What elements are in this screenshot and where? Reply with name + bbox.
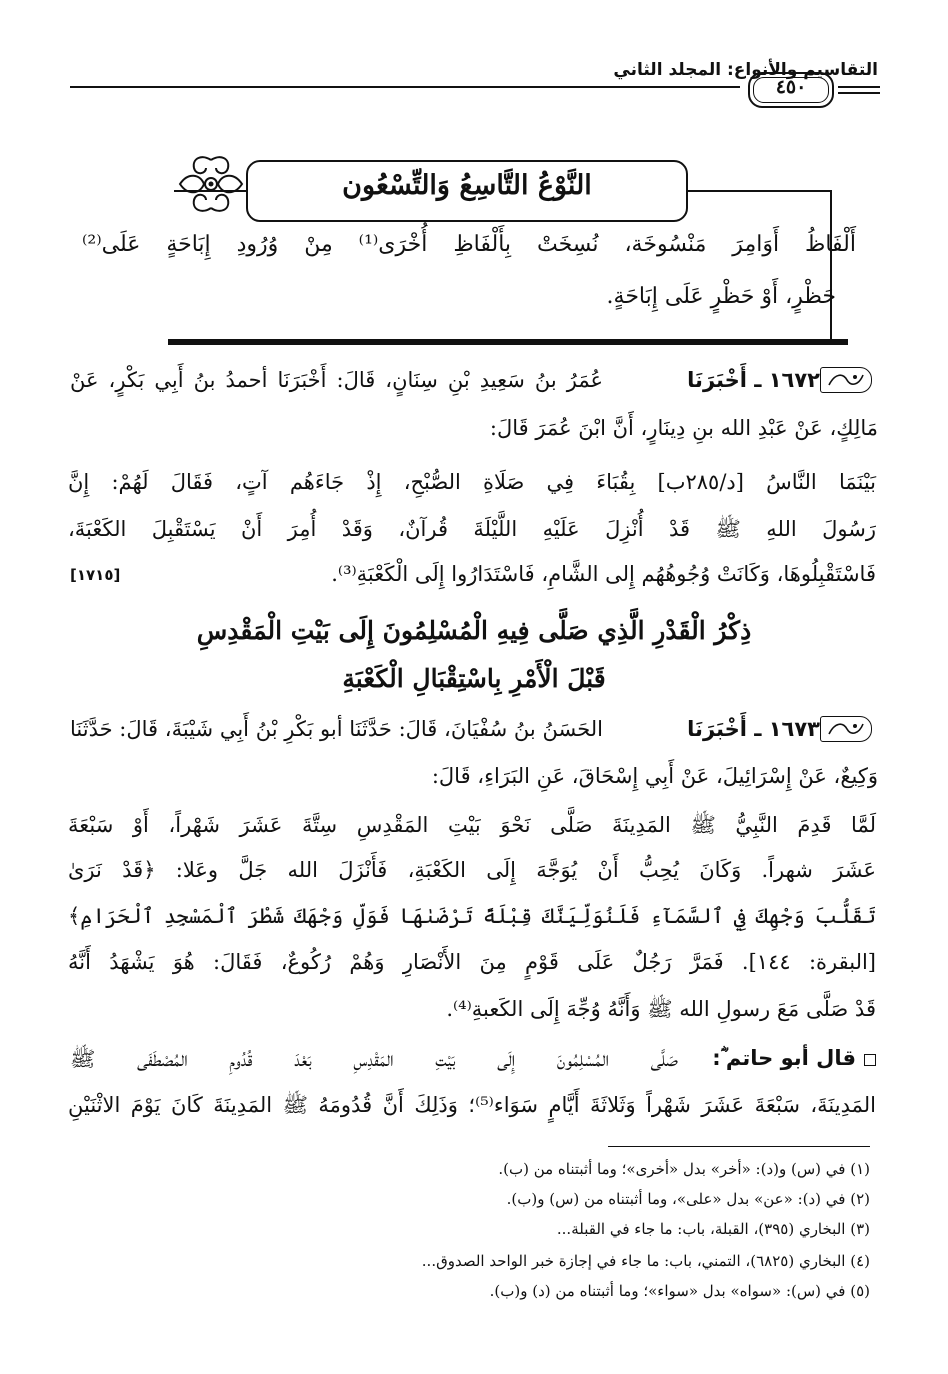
hadith-matn-line: قَدْ صَلَّى مَعَ رسولِ الله ﷺ وَأَنَّهُ وُجِّهَ إِلَى الكَعبةِ⁽⁴⁾. [446, 997, 876, 1021]
hadith-isnad-line: عُمَرُ بنُ سَعِيدِ بْنِ سِنَانٍ، قَالَ: أَخْبَرَنَا أحمدُ بنُ أَبِي بَكْرٍ، عَنْ [70, 368, 603, 392]
hadith-matn-line: لَمَّا قَدِمَ النَّبِيُّ ﷺ المَدِينَةَ صَلَّى نَحْوَ بَيْتِ المَقْدِسِ سِتَّةَ عَشَرَ شَهْراً، أَوْ سَبْعَةَ [68, 813, 876, 837]
hadith-marker-icon [820, 716, 872, 742]
hadith-matn-line: فَاسْتَقْبِلُوهَا، وَكَانَتْ وُجُوهُهُم إِلى الشَّامِ، فَاسْتَدَارُوا إِلَى الْكَعْبَةِ⁽³⁾. [331, 562, 876, 586]
commentary-line: صَلَّى المُسْلِمُونَ إِلَى بَيْتِ المَقْدِسِ بَعْدَ قُدُومِ المُصْطَفَى ﷺ [70, 1047, 678, 1071]
heavy-divider-rule [168, 339, 848, 345]
hadith-matn-line: بَيْنَمَا النَّاسُ [د/٢٨٥ب] بِقُبَاءَ فِي صَلَاةِ الصُّبْحِ، إِذْ جَاءَهُم آتٍ، فَقَالَ لَهُمْ: إِنَّ [68, 470, 876, 494]
chapter-title: النَّوْعُ التَّاسِعُ وَالتِّسْعُون [342, 170, 592, 201]
section-heading: ذِكْرُ الْقَدْرِ الَّذِي صَلَّى فِيهِ الْمُسْلِمُونَ إِلَى بَيْتِ الْمَقْدِسِ [196, 616, 752, 645]
hadith-matn-line: رَسُولَ اللهِ ﷺ قَدْ أُنْزِلَ عَلَيْهِ اللَّيْلَةَ قُرآنٌ، وَقَدْ أُمِرَ أَنْ يَسْتَقْبِلَ الكَعْبَةَ، [68, 517, 876, 541]
hadith-number: ١٦٧٣ ـ أَخْبَرَنَا [687, 717, 820, 741]
chapter-intro-line: أَلْفَاظُ أَوَامِرَ مَنْسُوخَة، نُسِخَتْ بِأَلْفَاظِ أُخْرَى⁽¹⁾ مِنْ وُرُودِ إِبَاحَةٍ عَلَى⁽²⁾ [82, 232, 857, 257]
commentary-lead: قال أبو حاتم ؓ: [712, 1046, 856, 1070]
hadith-matn-line: [البقرة: ١٤٤]. فَمَرَّ رَجُلٌ عَلَى قَوْمٍ مِنَ الأَنْصَارِ وَهُمْ رُكُوعٌ، فَقَالَ: هُوَ يَشْهَدُ أَنَّهُ [68, 950, 876, 974]
hadith-number: ١٦٧٢ ـ أَخْبَرَنَا [687, 368, 820, 392]
hadith-isnad-line: الحَسَنُ بنُ سُفْيَانَ، قَالَ: حَدَّثَنَا أبو بَكْرِ بْنُ أَبِي شَيْبَةَ، قَالَ: حَدَّثَنَا [70, 717, 603, 741]
footnote: (٤) البخاري (٦٨٢٥)، التمني، باب: ما جاء في إجازة خبر الواحد الصدوق... [421, 1252, 870, 1270]
cross-reference: [١٧١٥] [70, 566, 121, 584]
page-number: ٤٥٠ [775, 76, 807, 98]
hadith-isnad-line: مَالِكٍ، عَنْ عَبْدِ الله بنِ دِينَارٍ، أَنَّ ابْنَ عُمَرَ قَالَ: [489, 416, 878, 440]
commentary-line: المَدِينَةَ، سَبْعَةَ عَشَرَ شَهْراً وَثَلاثَةَ أَيَّامٍ سَوَاء⁽⁵⁾؛ وَذَلِكَ أَنَّ قُدُومَهُ ﷺ المَدِينَةَ كَانَ يَوْمَ الاثْنَيْنِ [68, 1093, 877, 1117]
floral-ornament-icon [172, 152, 250, 216]
footnote: (١) في (س) و(د): «أخر» بدل «أخرى»؛ وما أثبتناه من (ب). [498, 1160, 870, 1178]
chapter-frame-top-line [688, 190, 830, 192]
header-rule-right-double [838, 92, 880, 94]
hadith-matn-line: عَشَرَ شهراً. وَكَانَ يُحِبُّ أَنْ يُوَجَّهَ إِلَى الكَعْبَةِ، فَأَنْزَلَ الله جَلَّ وعَلا: ﴿قَدْ نَرَىٰ [68, 858, 876, 882]
section-heading-continued: قَبْلَ الْأَمْرِ بِاسْتِقْبَالِ الْكَعْبَةِ [342, 664, 606, 693]
footnote: (٥) في (س): «سواه» بدل «سواء»؛ وما أثبتناه من (د) و(ب). [489, 1282, 870, 1300]
header-rule-right [838, 86, 880, 88]
commentary-square-icon [864, 1054, 876, 1066]
chapter-intro-line: حَظْرٍ، أَوْ حَظْرٍ عَلَى إِبَاحَةٍ. [606, 284, 836, 309]
header-rule [70, 86, 740, 88]
chapter-frame-right-line [830, 190, 832, 340]
running-title: التقاسيم والأنواع: المجلد الثاني [613, 60, 878, 80]
footnote: (٣) البخاري (٣٩٥)، القبلة، باب: ما جاء في القبلة... [556, 1220, 870, 1238]
footnote-separator [608, 1146, 870, 1147]
hadith-marker-icon [820, 367, 872, 393]
footnote: (٢) في (د): «عن» بدل «على»، وما أثبتناه من (س) و(ب). [506, 1190, 870, 1208]
hadith-isnad-line: وَكِيعٌ، عَنْ إِسْرَائِيلَ، عَنْ أَبِي إِسْحَاقَ، عَنِ البَرَاءِ، قَالَ: [431, 764, 878, 788]
quran-verse-line: تَقَلُّبَ وَجْهِكَ فِي ٱلسَّمَآءِ فَلَنُوَلِّيَنَّكَ قِبْلَةً تَرْضَىٰهَا فَوَلِّ وَجْهَكَ شَطْرَ ٱلْمَسْجِدِ ٱلْحَرَامِ﴾ [68, 904, 876, 928]
